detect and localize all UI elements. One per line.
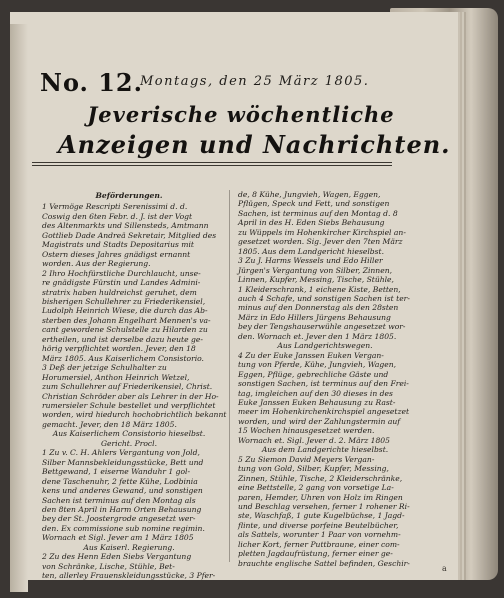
masthead-rule-bottom (32, 165, 392, 166)
text-line: gesetzet worden. Sig. Jever den 7ten März (238, 237, 403, 247)
title-line-1: Jeverische wöchentliche (87, 102, 395, 127)
signoff-line: Aus dem Landgerichte hieselbst. (261, 445, 389, 455)
text-line: cant gewordene Schulstelle zu Hilarden zu (42, 325, 208, 335)
text-line: 3 Deß der jetzige Schulhalter zu (42, 363, 167, 373)
text-line: März in Edo Hillers Jürgens Behausung (238, 312, 391, 322)
text-line: Gottlieb Dade Andreä Sekretair, Mitglied des (42, 230, 217, 240)
text-line: sterben des Johann Engelhart Mennen's va- (42, 315, 211, 325)
text-line: bey der Tengshauserwühle angesetzet wor- (238, 322, 406, 332)
text-line: Eggen, Pflüge, gebrechliche Gäste und (238, 369, 389, 379)
title-line-2: Anzeigen und Nachrichten. (58, 130, 451, 159)
text-line: bey der St. Joostergrode angesetzt wer- (42, 514, 196, 524)
issue-dateline: Montags, den 25 März 1805. (140, 74, 370, 89)
text-line: sonstigen Sachen, ist terminus auf den Frei- (238, 379, 409, 389)
text-line: Coswig den 6ten Febr. d. J. ist der Vogt (42, 211, 193, 221)
text-line: de, 8 Kühe, Jungvieh, Wagen, Eggen, (238, 190, 381, 199)
text-line: worden, wird hiedurch hochobrichtlich bekannt (42, 410, 227, 420)
text-line: Silber Mannsbekleidungsstücke, Bett und (42, 457, 204, 467)
text-line: Wornach et. Sigl. Jever d. 2. März 1805 (238, 435, 390, 445)
text-line: 4 Zu der Euke Janssen Euken Vergan- (238, 350, 384, 360)
text-line: ertheilen, und ist derselbe dazu heute ge- (42, 334, 203, 344)
text-line: Ludolph Heinrich Wiese, die durch das Ab- (42, 306, 208, 316)
text-line: stratrix haben huldreichst geruhet, dem (42, 287, 197, 297)
text-line: Sachen, ist terminus auf den Montag d. 8 (238, 208, 398, 218)
text-line: Wornach et Sigl. Jever am 1 März 1805 (42, 533, 194, 543)
text-line: Pflügen, Speck und Fett, und sonstigen (238, 199, 390, 209)
signoff-line: Aus Landgerichtswegen. (277, 341, 373, 351)
text-line: minus auf den Donnerstag als den 28sten (238, 303, 399, 313)
signoff-line: Aus Kaiserlichem Consistorio hieselbst. (52, 429, 206, 439)
text-line: worden, und wird der Zahlungstermin auf (238, 416, 401, 426)
masthead (22, 50, 451, 160)
text-line: flinte, und diverse porfeine Beutelbücher, (238, 520, 399, 530)
text-line: Zinnen, Stühle, Tische, 2 Kleiderschränke, (238, 473, 403, 483)
text-line: März 1805. Aus Kaiserlichem Consistorio. (42, 353, 204, 363)
text-line: Jürgen's Vergantung von Silber, Zinnen, (238, 265, 392, 275)
left-column (42, 190, 227, 581)
text-line: tung von Gold, Silber, Kupfer, Messing, (238, 464, 389, 474)
signoff-line: Aus Kaiserl. Regierung. (83, 542, 175, 552)
text-line: Bettgewand, 1 eiserne Wanduhr 1 gol- (42, 467, 191, 477)
text-line: paren, Hemder, Uhren von Holz im Ringen (238, 492, 403, 502)
text-line: Christian Schröder aber als Lehrer in der Ho- (42, 391, 219, 401)
text-line: pletten Jagdaufrüstung, ferner einer ge- (238, 549, 393, 559)
text-line: gemacht. Jever, den 18 März 1805. (42, 419, 177, 429)
signoff-line: Gericht. Procl. (100, 438, 158, 448)
text-line: bisherigen Schullehrer zu Friederikensiel, (42, 296, 206, 306)
text-line: zu Wüppels im Hohenkircher Kirchspiel an- (238, 227, 406, 237)
text-line: tung von Pferde, Kühe, Jungvieh, Wagen, (238, 360, 397, 370)
text-line: eine Bettstelle, 2 gang von vorsetige La- (238, 483, 394, 493)
text-line: 1 Zu v. C. H. Ahlers Vergantung von Jold, (42, 448, 200, 458)
text-line: den 8ten April in Harm Orten Behausung (42, 504, 202, 514)
text-line: hörig verpflichtet worden. Jever, den 18 (42, 344, 196, 354)
text-line: als Sattels, worunter 1 Paar von vornehm- (238, 530, 401, 540)
section-heading: Beförderungen. (95, 191, 163, 200)
text-line: ten, allerley Frauenskleidungsstücke, 3 Pfer- (42, 571, 216, 581)
text-line: 5 Zu Siemon David Meyers Vergan- (238, 454, 375, 464)
text-line: 1 Vermöge Rescripti Serenissimi d. d. (42, 202, 188, 212)
text-line: Magistrats und Stadts Depositarius mit (42, 240, 194, 250)
text-line: Linnen, Kupfer, Messing, Tische, Stühle, (238, 275, 394, 285)
text-line: des Altenmarkts und Sillensteds, Amtmann (42, 221, 209, 231)
text-line: licher Kort, ferner Puttbraune, einer com- (238, 539, 400, 549)
masthead-rule-top (32, 162, 392, 163)
right-column (238, 190, 412, 568)
newspaper-page (10, 12, 458, 580)
text-line: re gnädigste Fürstin und Landes Admini- (42, 278, 201, 288)
text-line: ste, Waschfaß, 1 gute Kugelbüchse, 1 Jagd- (238, 511, 405, 521)
text-line: worden. Aus der Regierung. (42, 259, 151, 269)
column-divider (229, 190, 230, 562)
text-line: 2 Ihro Hochfürstliche Durchlaucht, unse- (42, 268, 201, 278)
text-line: 1 Kleiderschrank, 1 eichene Kiste, Betten, (238, 284, 401, 294)
text-line: kens und anderes Gewand, und sonstigen (42, 486, 203, 496)
text-line: meer im Hohenkirchenkirchspiel angesetzet (238, 407, 410, 417)
text-line: den. Ex commissione sub nomine regimin. (42, 523, 205, 533)
text-line: rumersieler Schule bestellet und verpflichtet (42, 400, 216, 410)
text-line: zum Schullehrer auf Friederikensiel, Christ. (42, 382, 213, 392)
text-line: Horumersiel, Anthon Heinrich Wetzel, (42, 372, 190, 382)
text-line: 2 Zu des Henn Eden Siebs Vergantung (42, 552, 192, 562)
text-line: tag, imgleichen auf den 30 dieses in des (238, 388, 393, 398)
text-line: dene Taschenuhr, 2 fette Kühe, Lodbinia (42, 476, 198, 486)
text-line: 3 Zu J. Harms Wessels und Edo Hiller (238, 256, 383, 266)
text-line: April in des H. Eden Siebs Behausung (238, 218, 385, 228)
text-line: den. Wornach et. Jever den 1 März 1805. (238, 331, 397, 341)
page-mark: a (442, 564, 447, 573)
text-line: und Beschlag versehen, ferner 1 rohener Ri- (238, 501, 410, 511)
text-line: Sachen ist terminus auf den Montag als (42, 495, 196, 505)
text-line: 1805. Aus dem Landgericht hieselbst. (238, 246, 385, 256)
text-line: Ostern dieses Jahres gnädigst ernannt (42, 249, 191, 259)
text-line: auch 4 Schafe, und sonstigen Sachen ist ter- (238, 293, 410, 303)
text-line: Euke Janssen Euken Behausung zu Rast- (238, 397, 396, 407)
text-line: brauchte englische Sattel befinden, Geschir- (238, 558, 410, 568)
text-line: von Schränke, Lische, Stühle, Bet- (42, 561, 175, 571)
issue-number: No. 12. (40, 68, 143, 97)
text-line: 15 Wochen hinausgesetzet werden. (238, 426, 375, 436)
